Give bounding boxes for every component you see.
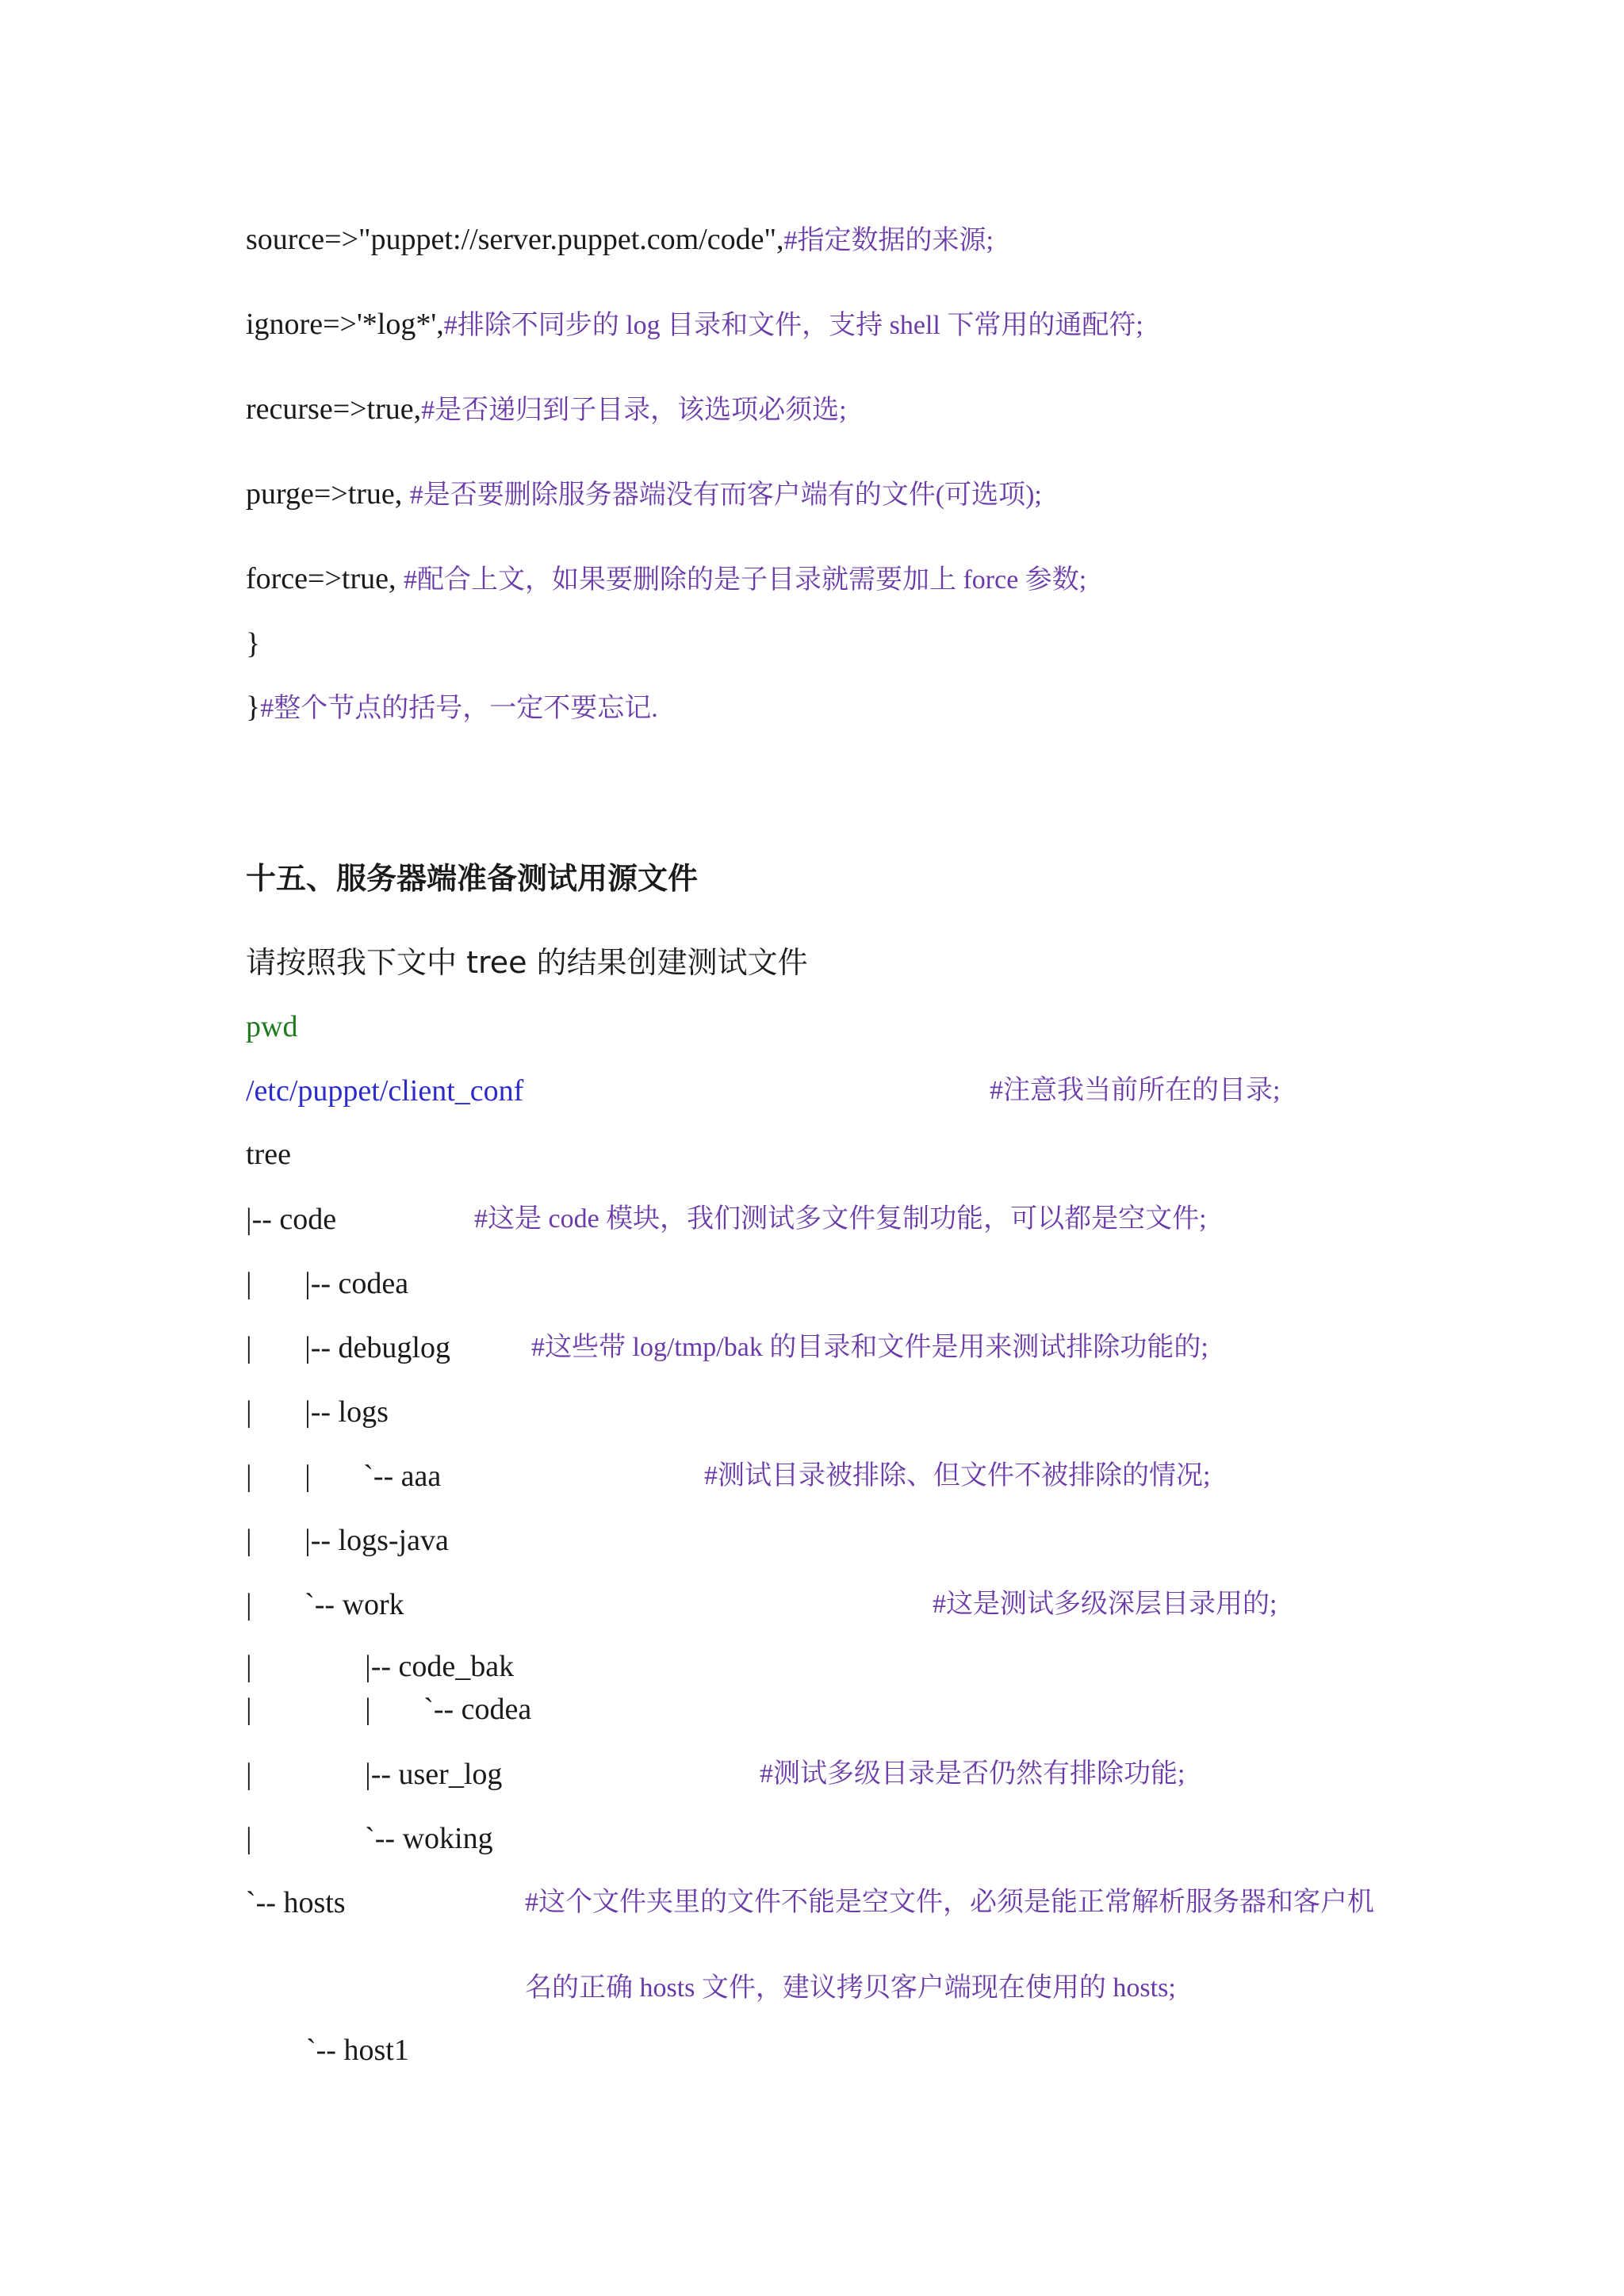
tree-comment: #这是测试多级深层目录用的; (933, 1590, 1277, 1619)
code-line-ignore (246, 305, 1143, 345)
tree-line: | |-- codea (246, 1267, 409, 1300)
tree-line: | | `-- aaa (246, 1460, 442, 1493)
tree-line: | `-- work (246, 1588, 404, 1621)
code-comment: #指定数据的来源; (783, 226, 994, 255)
tree-line: | |-- debuglog (246, 1331, 450, 1364)
close-brace-node (246, 688, 658, 728)
tree-comment: #这是 code 模块，我们测试多文件复制功能，可以都是空文件; (474, 1204, 1207, 1234)
code-comment: #排除不同步的 log 目录和文件，支持 shell 下常用的通配符; (443, 311, 1143, 340)
tree-comment-continued: 名的正确 hosts 文件，建议拷贝客户端现在使用的 hosts; (525, 1973, 1176, 2003)
tree-line: | |-- logs-java (246, 1524, 449, 1557)
code-line-purge (246, 475, 1042, 515)
code-text: purge=>true, (246, 477, 410, 511)
pwd-output: /etc/puppet/client_conf (246, 1074, 524, 1108)
code-text: ignore=>'*log*', (246, 308, 444, 341)
code-text: force=>true, (246, 562, 404, 595)
tree-line: `-- hosts (246, 1886, 346, 1919)
tree-command: tree (246, 1138, 291, 1171)
section-heading: 十五、服务器端准备测试用源文件 (246, 861, 699, 896)
tree-line: | |-- logs (246, 1395, 389, 1429)
code-line-source (246, 220, 994, 260)
code-line-recurse (246, 390, 847, 430)
tree-comment: #这些带 log/tmp/bak 的目录和文件是用来测试排除功能的; (531, 1333, 1208, 1362)
tree-comment: #测试目录被排除、但文件不被排除的情况; (704, 1461, 1211, 1490)
code-text: source=>"puppet://server.puppet.com/code", (246, 223, 784, 256)
tree-line: | | `-- codea (246, 1693, 532, 1726)
tree-line: |-- code (246, 1203, 337, 1236)
pwd-command: pwd (246, 1010, 298, 1043)
pwd-comment: #注意我当前所在的目录; (990, 1076, 1281, 1105)
tree-line: | |-- user_log (246, 1758, 503, 1791)
tree-line: | `-- woking (246, 1822, 493, 1855)
code-text: recurse=>true, (246, 392, 422, 426)
tree-comment: #这个文件夹里的文件不能是空文件，必须是能正常解析服务器和客户机 (525, 1888, 1374, 1917)
code-comment: #是否要删除服务器端没有而客户端有的文件(可选项); (409, 480, 1042, 510)
tree-line: `-- host1 (246, 2034, 409, 2067)
close-brace: } (246, 627, 261, 660)
code-comment: #是否递归到子目录，该选项必须选; (421, 396, 847, 425)
tree-comment: #测试多级目录是否仍然有排除功能; (760, 1759, 1185, 1789)
intro-text: 请按照我下文中 tree 的结果创建测试文件 (246, 945, 808, 980)
code-line-force (246, 560, 1086, 599)
code-comment: #配合上文，如果要删除的是子目录就需要加上 force 参数; (403, 565, 1087, 595)
brace-text: } (246, 691, 261, 724)
brace-comment: #整个节点的括号，一定不要忘记. (260, 694, 658, 723)
tree-line: | |-- code_bak (246, 1650, 515, 1683)
